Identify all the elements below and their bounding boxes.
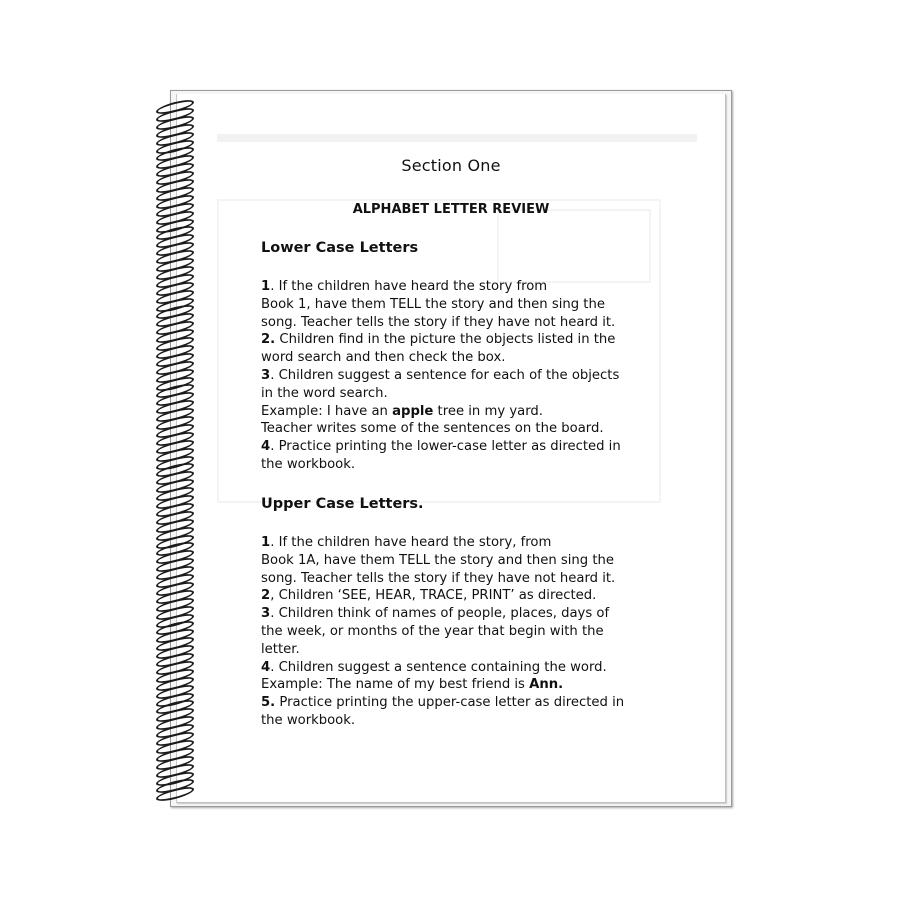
upper-case-heading: Upper Case Letters. (261, 496, 424, 512)
lower-line-8 (261, 403, 721, 421)
step-number: 3 (261, 606, 271, 622)
line-text: tree in my yard. (433, 403, 543, 419)
upper-line-4 (261, 587, 721, 605)
line-text: . If the children have heard the story from (270, 279, 548, 294)
step-number: 4 (261, 659, 271, 675)
upper-line-10 (261, 694, 721, 712)
line-text: . Children suggest a sentence for each of the objects (270, 367, 620, 383)
upper-line-1 (261, 534, 721, 552)
upper-line-6: the week, or months of the year that begin with the (261, 623, 604, 639)
lower-line-1 (261, 278, 721, 296)
lower-line-7: in the word search. (261, 385, 388, 401)
step-number: 3 (261, 367, 271, 383)
lower-line-6 (261, 367, 721, 385)
lower-line-4 (261, 331, 721, 349)
upper-line-8 (261, 659, 721, 677)
line-text: . Practice printing the lower-case letter as directed in (270, 439, 621, 455)
line-text: . If the children have heard the story, from (270, 535, 552, 550)
upper-line-3: song. Teacher tells the story if they have not heard it. (261, 570, 616, 586)
upper-line-11: the workbook. (261, 712, 356, 728)
section-title: Section One (401, 156, 501, 175)
workbook-page (176, 94, 726, 803)
line-text: Example: The name of my best friend is (261, 677, 530, 693)
lower-line-2: Book 1, have them TELL the story and then sing the (261, 296, 605, 312)
line-text: Example: I have an (261, 403, 393, 419)
step-number: 1 (261, 535, 271, 550)
upper-line-7: letter. (261, 641, 300, 657)
lower-line-9: Teacher writes some of the sentences on the board. (261, 421, 604, 437)
step-number: 1 (261, 279, 271, 294)
example-word: apple (392, 403, 434, 419)
lower-line-3: song. Teacher tells the story if they have not heard it. (261, 314, 616, 330)
line-text: Children find in the picture the objects listed in the (275, 332, 616, 348)
lower-line-10 (261, 438, 721, 456)
upper-line-5 (261, 605, 721, 623)
review-title: ALPHABET LETTER REVIEW (352, 202, 550, 217)
lower-case-heading: Lower Case Letters (261, 240, 419, 256)
spiral-binding (150, 96, 210, 806)
lower-case-instructions (261, 278, 721, 474)
lower-line-5: word search and then check the box. (261, 350, 506, 366)
line-text: Practice printing the upper-case letter as directed in (275, 695, 625, 711)
line-text: , Children ‘SEE, HEAR, TRACE, PRINT’ as directed. (270, 588, 597, 604)
step-number: 5. (261, 695, 276, 711)
upper-case-instructions (261, 534, 721, 730)
step-number: 2 (261, 588, 271, 604)
step-number: 2. (261, 332, 276, 348)
example-word: Ann. (529, 677, 564, 693)
line-text: . Children suggest a sentence containing the word. (270, 659, 607, 675)
upper-line-2: Book 1A, have them TELL the story and then sing the (261, 552, 614, 568)
lower-line-11: the workbook. (261, 456, 356, 472)
show-through-bar (217, 134, 697, 142)
upper-line-9 (261, 676, 721, 694)
show-through-box (497, 209, 651, 283)
line-text: . Children think of names of people, places, days of (270, 606, 610, 622)
step-number: 4 (261, 439, 271, 455)
